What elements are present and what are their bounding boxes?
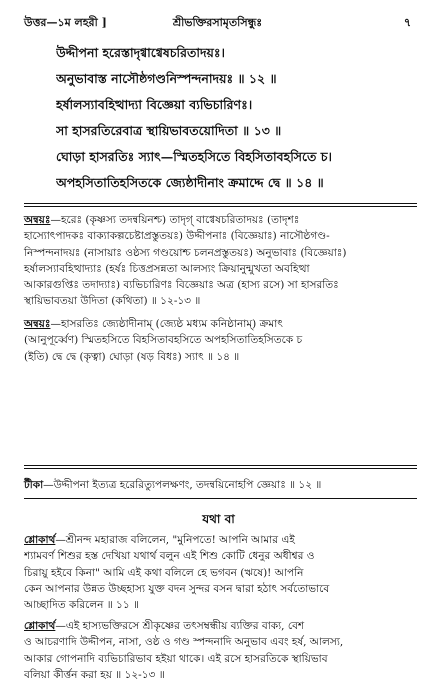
translation-text: আকার গোপনাদি ব্যভিচারিভাব হইয়া থাকে। এই রসে হাসরতিকে স্থায়িভাব <box>24 652 328 665</box>
anvaya-text: (আনুপূর্ব্বেণ) স্মিতহসিতে বিহসিতাবহসিতে অপহসিতাতিহসিতকে চ <box>24 334 303 347</box>
verse-line: ঘোড়া হাসরতিঃ স্যাৎ—স্মিতহসিতে বিহসিতাবহসিতে চ। <box>56 149 333 164</box>
anvaya-label: অন্বয়ঃ <box>24 318 51 330</box>
anvaya-text: (ইতি) দ্বে দ্বে (কৃত্বা) ঘোড়া (ষড় বিধঃ) স্যাৎ ॥ ১৪ ॥ <box>24 350 240 363</box>
anvaya-text: আকারগুপ্তিঃ তদাদ্যাঃ) ব্যভিচারিণঃ বিজ্ঞেয়াঃ অত্র (হাস্য রসে) সা হাসরতিঃ <box>24 279 339 292</box>
anvaya-text: —হরেঃ (কৃষ্ণস্য তদন্বয়িনশ্চ) তাদৃগ্ বাগ্বেষচরিতাদয়ঃ (তাদৃশঃ <box>50 214 300 226</box>
translation-text: আচ্ছাদিত করিলেন ॥ ১১ ॥ <box>24 599 139 612</box>
anvaya-text: হর্ষালস্যাবহিত্থাদ্যাঃ (হর্ষঃ চিত্তপ্রসন্নতা আলস্যং ক্রিয়ানুন্মুখতা অবহিত্থা <box>24 262 310 275</box>
header-chapter: উত্তর—১ম লহরী ] <box>24 16 107 29</box>
sanskrit-verses <box>56 40 427 196</box>
tika-commentary <box>24 477 417 493</box>
divider <box>24 203 417 207</box>
translation-paragraph-2 <box>24 618 417 683</box>
translation-label: শ্লোকার্থ <box>24 534 56 546</box>
header-book-title: শ্রীভক্তিরসামৃতসিন্ধুঃ <box>172 16 263 29</box>
translation-text: —শ্রীনন্দ মহারাজ বলিলেন, "মুনিপতে! আপনি আমার এই <box>55 534 295 546</box>
section-title: যথা বা <box>202 512 235 526</box>
translation-text: ও আচরণাদি উদ্দীপন, নাসা, ওষ্ঠ ও গণ্ড স্পন্দনাদি অনুভাব এবং হর্ষ, আলস্য, <box>24 636 344 649</box>
translation-label: শ্লোকার্থ <box>24 620 56 632</box>
translation-text: চিরায়ু হইবে কিনা" আমি এই কথা বলিলে হে ভগবন (ঋষে)! আপনি <box>24 566 304 579</box>
translation-paragraph-1 <box>24 532 417 613</box>
divider <box>24 465 417 469</box>
translation-text: —এই হাস্যভক্তিরসে শ্রীকৃষ্ণের তৎসম্বন্ধীয় ব্যক্তির বাক্য, বেশ <box>55 620 305 632</box>
tika-label: টীকা <box>24 479 44 491</box>
page-header <box>24 14 411 34</box>
anvaya-label: অন্বয়ঃ <box>24 214 51 226</box>
anvaya-paragraph-1 <box>24 212 417 310</box>
verse-line: হর্ষালস্যাবহিত্থাদ্যা বিজ্ঞেয়া ব্যভিচারিণঃ। <box>56 97 253 112</box>
tika-text: —উদ্দীপনা ইত্যত্র হরেরিত্যুপলক্ষণং, তদন্বয়িনোহপি জ্ঞেয়াঃ ॥ ১২ ॥ <box>43 479 322 491</box>
page-number: ৭ <box>403 16 411 29</box>
anvaya-text: —হাসরতিঃ জ্যেষ্ঠাদীনাম্ (জ্যেষ্ঠ মধ্যম কনিষ্ঠানাম্) ক্রমাৎ <box>50 318 283 330</box>
verse-line: অনুভাবাস্ত নাসৌষ্ঠগণ্ডনিস্পন্দনাদয়ঃ ॥ ১২ ॥ <box>56 71 277 86</box>
anvaya-text: স্থায়িভাবতয়া উদিতা (কথিতা) ॥ ১২-১৩ ॥ <box>24 295 201 308</box>
verse-line: উদ্দীপনা হরেস্তাদৃগ্বাগ্বেষচরিতাদয়ঃ। <box>56 45 226 60</box>
divider <box>24 498 417 499</box>
anvaya-paragraph-2 <box>24 316 417 365</box>
translation-text: কেন আপনার উন্নত উচ্ছহাস্য যুক্ত বদন সুন্দর বসন দ্বারা হঠাৎ সর্বতোভাবে <box>24 582 330 595</box>
translation-text: শ্যামবর্ণ শিশুর হস্ত দেখিয়া যথার্থ বলুন এই শিশু কোটি ধেনুর অধীশ্বর ও <box>24 550 315 563</box>
anvaya-text: হাস্যোৎপাদকঃ বাক্যাকল্পচেষ্টাপ্রস্তুতয়ঃ) উদ্দীপনাঃ (বিজ্ঞেয়াঃ) নাসৌষ্ঠগণ্ড- <box>24 230 330 243</box>
verse-line: অপহসিতাতিহসিতকে জ্যেষ্ঠাদীনাং ক্রমাদ্দে দ্বে ॥ ১৪ ॥ <box>56 175 324 190</box>
anvaya-text: নিস্পন্দনাদয়ঃ (নাসায়াঃ ওষ্ঠস্য গণ্ডয়োশ্চ চলনপ্রস্তুতয়ঃ) অনুভাবাঃ (বিজ্ঞেয়াঃ) <box>24 246 347 259</box>
verse-line: সা হাসরতিরেবাত্র স্থায়িভাবতয়োদিতা ॥ ১৩ ॥ <box>56 123 282 138</box>
translation-text: বলিয়া কীর্ত্তন করা হয় ॥ ১২-১৩ ॥ <box>24 668 165 681</box>
